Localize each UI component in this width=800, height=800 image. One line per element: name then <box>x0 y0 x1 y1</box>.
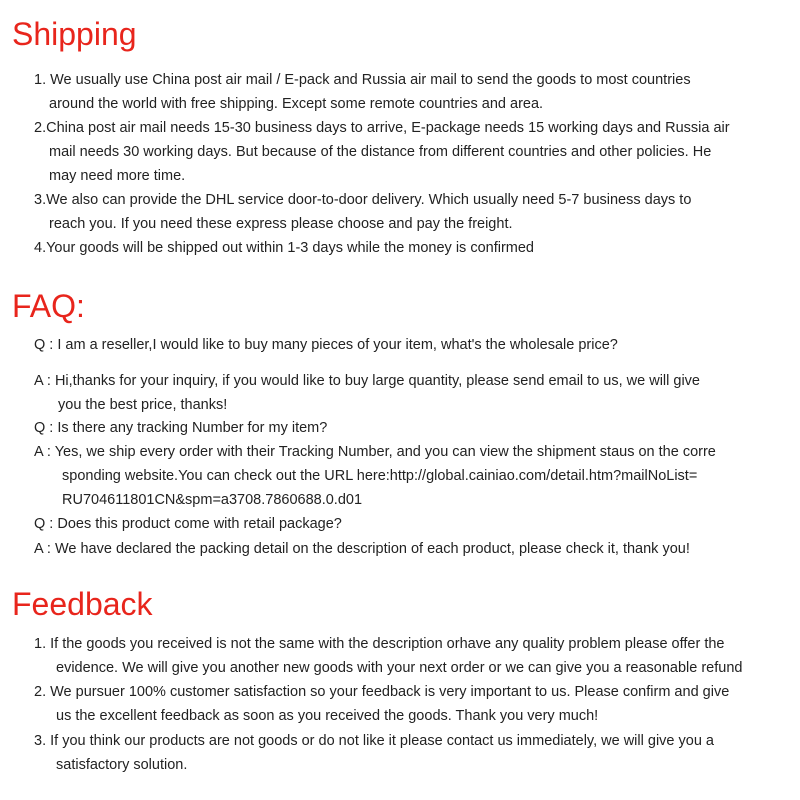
shipping-line: may need more time. <box>49 168 186 184</box>
faq-answer: A : Yes, we ship every order with their Tracking Number, and you can view the shipment staus on the corre <box>34 444 716 460</box>
shipping-heading: Shipping <box>12 16 137 52</box>
shipping-line: 2.China post air mail needs 15-30 business days to arrive, E-package needs 15 working days and Russia air <box>34 120 730 136</box>
faq-answer: you the best price, thanks! <box>58 397 228 413</box>
faq-answer: sponding website.You can check out the URL here:http://global.cainiao.com/detail.htm?mailNoList= <box>62 468 698 484</box>
shipping-line: 4.Your goods will be shipped out within 1-3 days while the money is confirmed <box>34 240 534 256</box>
shipping-line: mail needs 30 working days. But because of the distance from different countries and other policies. He <box>49 144 712 160</box>
shipping-line: reach you. If you need these express please choose and pay the freight. <box>49 216 513 232</box>
feedback-line: 1. If the goods you received is not the same with the description orhave any quality problem please offer the <box>34 636 725 652</box>
feedback-line: satisfactory solution. <box>56 757 188 773</box>
faq-answer: A : We have declared the packing detail on the description of each product, please check it, thank you! <box>34 541 690 557</box>
feedback-line: 3. If you think our products are not goods or do not like it please contact us immediately, we will give you a <box>34 733 714 749</box>
feedback-line: 2. We pursuer 100% customer satisfaction so your feedback is very important to us. Please confirm and give <box>34 684 730 700</box>
shipping-line: 1. We usually use China post air mail / E-pack and Russia air mail to send the goods to most countries <box>34 72 691 88</box>
feedback-heading: Feedback <box>12 586 153 622</box>
faq-answer: RU704611801CN&spm=a3708.7860688.0.d01 <box>62 492 363 508</box>
faq-question: Q : Does this product come with retail package? <box>34 516 342 532</box>
shipping-line: 3.We also can provide the DHL service door-to-door delivery. Which usually need 5-7 business days to <box>34 192 692 208</box>
faq-answer: A : Hi,thanks for your inquiry, if you would like to buy large quantity, please send email to us, we will give <box>34 373 700 389</box>
faq-question: Q : I am a reseller,I would like to buy many pieces of your item, what's the wholesale price? <box>34 337 618 353</box>
feedback-line: evidence. We will give you another new goods with your next order or we can give you a reasonable refund <box>56 660 743 676</box>
shipping-line: around the world with free shipping. Except some remote countries and area. <box>49 96 544 112</box>
faq-question: Q : Is there any tracking Number for my item? <box>34 420 328 436</box>
feedback-line: us the excellent feedback as soon as you received the goods. Thank you very much! <box>56 708 599 724</box>
faq-heading: FAQ: <box>12 288 85 324</box>
